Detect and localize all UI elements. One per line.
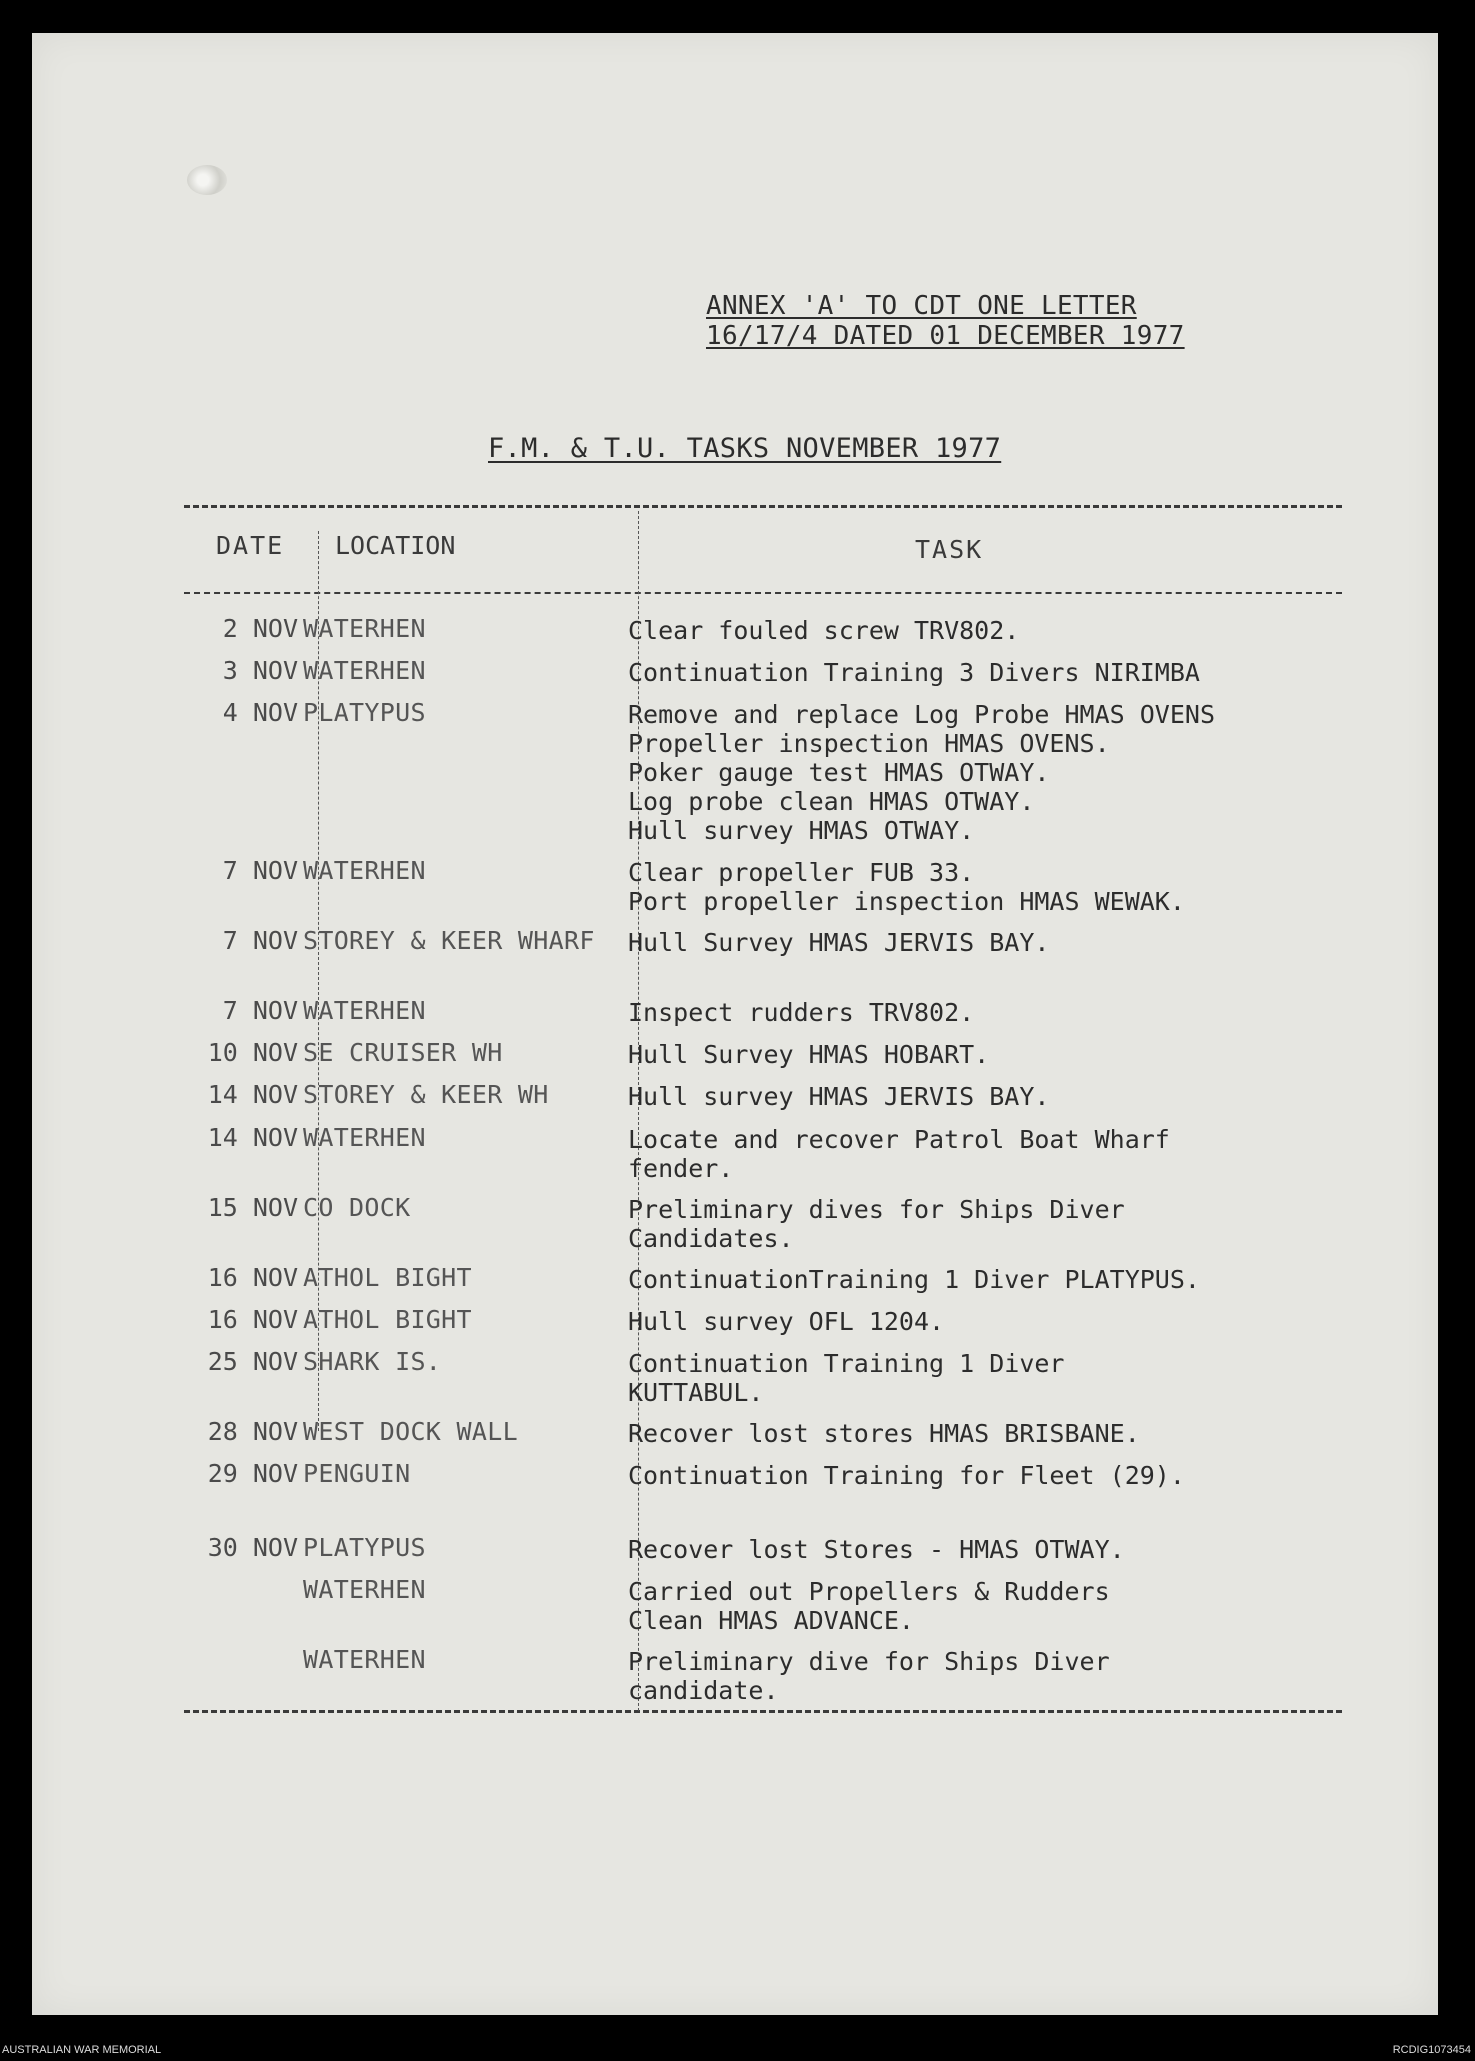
task-line: Hull survey HMAS JERVIS BAY.	[628, 1082, 1050, 1111]
row-task	[628, 1195, 1328, 1253]
task-line: Continuation Training 1 Diver	[628, 1349, 1065, 1378]
task-line: Hull survey HMAS OTWAY.	[628, 816, 975, 845]
row-task	[628, 1082, 1328, 1111]
table-bottom-rule	[184, 1710, 1342, 1713]
task-line: Inspect rudders TRV802.	[628, 998, 975, 1027]
task-line: Continuation Training 3 Divers NIRIMBA	[628, 658, 1200, 687]
table-top-rule	[184, 505, 1342, 508]
task-line: Locate and recover Patrol Boat Wharf	[628, 1125, 1170, 1154]
task-column-divider	[638, 511, 639, 1711]
row-task	[628, 928, 1328, 957]
annex-line-2: 16/17/4 DATED 01 DECEMBER 1977	[706, 321, 1185, 351]
task-line: Hull Survey HMAS HOBART.	[628, 1040, 990, 1069]
task-line: Propeller inspection HMAS OVENS.	[628, 729, 1110, 758]
task-line: Recover lost Stores - HMAS OTWAY.	[628, 1535, 1125, 1564]
punch-hole-mark	[187, 165, 227, 195]
task-line: Carried out Propellers & Rudders	[628, 1577, 1110, 1606]
row-task	[628, 998, 1328, 1027]
task-line: candidate.	[628, 1676, 779, 1705]
row-task	[628, 1040, 1328, 1069]
row-date: 4 NOV	[222, 698, 298, 727]
row-task	[628, 1535, 1328, 1564]
row-location: WATERHEN	[303, 1645, 426, 1674]
row-location: ATHOL BIGHT	[303, 1263, 472, 1292]
row-location: WATERHEN	[303, 614, 426, 643]
row-location: PLATYPUS	[303, 1533, 426, 1562]
column-header-date: DATE	[216, 531, 285, 560]
column-header-location: LOCATION	[335, 531, 456, 560]
task-line: ContinuationTraining 1 Diver PLATYPUS.	[628, 1265, 1200, 1294]
row-date: 3 NOV	[222, 656, 298, 685]
row-location: WATERHEN	[303, 1123, 426, 1152]
row-date: 7 NOV	[222, 856, 298, 885]
row-task	[628, 858, 1328, 916]
row-location: WATERHEN	[303, 856, 426, 885]
row-date: 10 NOV	[207, 1038, 298, 1067]
task-line: Remove and replace Log Probe HMAS OVENS	[628, 700, 1215, 729]
row-task	[628, 1349, 1328, 1407]
row-date: 14 NOV	[207, 1123, 298, 1152]
row-task	[628, 1577, 1328, 1635]
row-location: SE CRUISER WH	[303, 1038, 503, 1067]
footer-credit: AUSTRALIAN WAR MEMORIAL	[2, 2044, 162, 2056]
footer-id: RCDIG1073454	[1392, 2044, 1471, 2056]
row-location: WATERHEN	[303, 1575, 426, 1604]
row-location: WEST DOCK WALL	[303, 1417, 518, 1446]
row-task	[628, 658, 1328, 687]
row-date: 29 NOV	[207, 1459, 298, 1488]
row-location: CO DOCK	[303, 1193, 411, 1222]
annex-reference	[706, 291, 1185, 351]
task-line: Clean HMAS ADVANCE.	[628, 1606, 914, 1635]
row-task	[628, 1647, 1328, 1705]
row-date: 7 NOV	[222, 926, 298, 955]
row-location: PLATYPUS	[303, 698, 426, 727]
row-date: 28 NOV	[207, 1417, 298, 1446]
task-line: Clear fouled screw TRV802.	[628, 616, 1020, 645]
row-task	[628, 1419, 1328, 1448]
row-location: ATHOL BIGHT	[303, 1305, 472, 1334]
task-line: Clear propeller FUB 33.	[628, 858, 975, 887]
row-task	[628, 700, 1328, 845]
row-date: 14 NOV	[207, 1080, 298, 1109]
task-line: Preliminary dive for Ships Diver	[628, 1647, 1110, 1676]
task-line: KUTTABUL.	[628, 1378, 764, 1407]
row-location: STOREY & KEER WH	[303, 1080, 549, 1109]
row-task	[628, 616, 1328, 645]
row-location: PENGUIN	[303, 1459, 411, 1488]
row-location: STOREY & KEER WHARF	[303, 926, 595, 955]
row-location: WATERHEN	[303, 996, 426, 1025]
row-date: 16 NOV	[207, 1305, 298, 1334]
row-task	[628, 1265, 1328, 1294]
task-line: Continuation Training for Fleet (29).	[628, 1461, 1185, 1490]
row-date: 2 NOV	[222, 614, 298, 643]
row-task	[628, 1307, 1328, 1336]
row-date: 16 NOV	[207, 1263, 298, 1292]
row-location: WATERHEN	[303, 656, 426, 685]
row-location: SHARK IS.	[303, 1347, 442, 1376]
row-date: 25 NOV	[207, 1347, 298, 1376]
task-line: Log probe clean HMAS OTWAY.	[628, 787, 1035, 816]
table-header-rule	[184, 592, 1342, 594]
task-line: Port propeller inspection HMAS WEWAK.	[628, 887, 1185, 916]
task-line: Candidates.	[628, 1224, 794, 1253]
document-page	[32, 33, 1438, 2015]
row-date: 7 NOV	[222, 996, 298, 1025]
annex-line-1: ANNEX 'A' TO CDT ONE LETTER	[706, 291, 1137, 321]
task-line: fender.	[628, 1154, 734, 1183]
row-date: 15 NOV	[207, 1193, 298, 1222]
row-task	[628, 1125, 1328, 1183]
document-title: F.M. & T.U. TASKS NOVEMBER 1977	[488, 433, 1002, 464]
task-line: Poker gauge test HMAS OTWAY.	[628, 758, 1050, 787]
task-line: Preliminary dives for Ships Diver	[628, 1195, 1125, 1224]
column-header-task: TASK	[915, 535, 984, 564]
task-line: Hull survey OFL 1204.	[628, 1307, 945, 1336]
task-line: Recover lost stores HMAS BRISBANE.	[628, 1419, 1140, 1448]
task-line: Hull Survey HMAS JERVIS BAY.	[628, 928, 1050, 957]
row-date: 30 NOV	[207, 1533, 298, 1562]
row-task	[628, 1461, 1328, 1490]
